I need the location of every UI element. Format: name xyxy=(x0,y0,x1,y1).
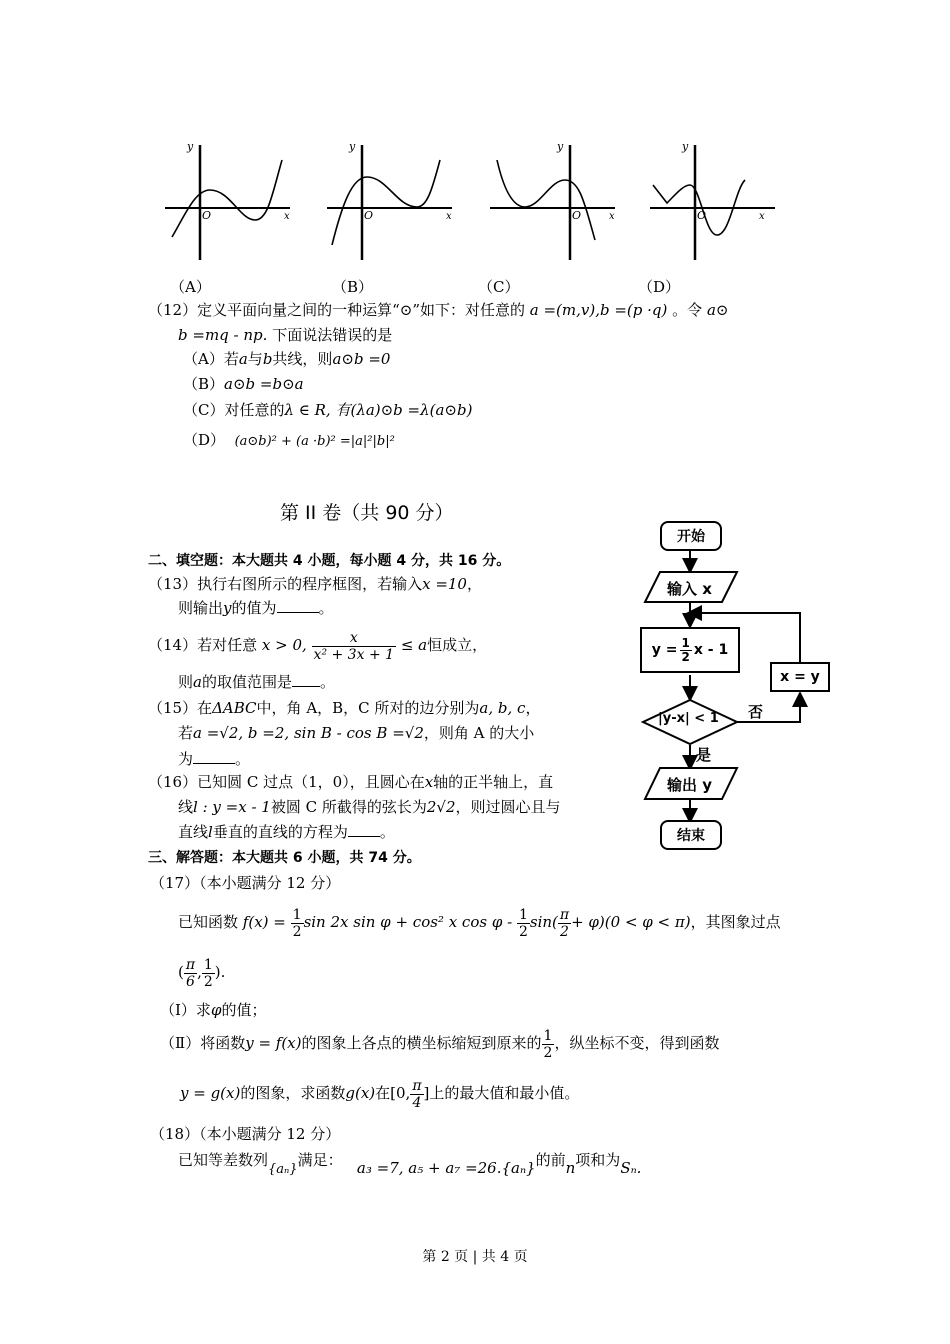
fraction-pi-half xyxy=(558,907,571,940)
q18-line1 xyxy=(178,1150,642,1177)
q18-text: 已知等差数列 xyxy=(178,1151,269,1169)
graph-d xyxy=(645,135,785,265)
numerator: π xyxy=(559,906,570,923)
page-footer: 第 2 页 | 共 4 页 xyxy=(422,1249,528,1265)
q17-line1 xyxy=(178,902,781,942)
update-node: x = y xyxy=(770,662,830,692)
numerator: 1 xyxy=(518,906,528,923)
yes-label: 是 xyxy=(696,746,712,764)
fraction-pi-six xyxy=(184,957,197,990)
q15-line2 xyxy=(178,723,534,743)
origin-label: O xyxy=(364,209,374,222)
option-text: （D） xyxy=(183,431,226,449)
q12-text: （12）定义平面向量之间的一种运算“⊙”如下：对任意的 xyxy=(148,301,525,319)
q14-line2 xyxy=(178,672,335,692)
q12-option-c xyxy=(183,400,472,420)
option-math: a⊙b =b⊙a xyxy=(224,375,304,393)
q13-line1 xyxy=(148,574,482,594)
origin-label: O xyxy=(572,209,582,222)
q13-math: x =10 xyxy=(422,575,467,593)
fraction-pi-four xyxy=(410,1078,423,1111)
q17-text: 在 xyxy=(375,1084,391,1102)
q17-sub2 xyxy=(160,1023,719,1063)
q15-line3 xyxy=(178,749,250,769)
q15-math: a, b, c xyxy=(479,699,526,717)
option-text: （B） xyxy=(183,375,225,393)
caption-c: （C） xyxy=(478,278,520,296)
q17-sub1 xyxy=(160,1000,266,1020)
assign-text: y = xyxy=(651,642,678,658)
q12-line1 xyxy=(148,300,728,320)
q12-option-a xyxy=(183,349,390,369)
q13-text: 则输出 xyxy=(178,599,224,617)
numerator: 1 xyxy=(292,906,302,923)
q16-text: 轴的正半轴上，直 xyxy=(433,773,554,791)
x-axis-label: x xyxy=(284,211,290,222)
q17-text: （Ⅱ）将函数 xyxy=(160,1034,246,1052)
option-text: （C）对任意的 xyxy=(183,401,285,419)
fraction-half xyxy=(291,907,304,940)
numerator: 1 xyxy=(543,1027,553,1044)
x-axis-label: x xyxy=(609,211,615,222)
q16-text: 直线 xyxy=(178,823,209,841)
option-math: (a⊙b)² + (a ·b)² =|a|²|b|² xyxy=(234,434,395,449)
q15-text: （15）在 xyxy=(148,699,213,717)
q16-math: l : y =x - 1 xyxy=(193,798,271,816)
q12-math: b =mq - np. xyxy=(178,326,268,344)
q16-math: l xyxy=(208,823,213,841)
q16-line1 xyxy=(148,772,553,792)
q17-sub2b xyxy=(180,1073,579,1113)
q17-text: 的图象上各点的横坐标缩短到原来的 xyxy=(301,1034,542,1052)
q18-math: n xyxy=(565,1159,576,1177)
q12-math: a =(m,v),b =(p ·q) xyxy=(529,301,668,319)
y-axis-label: y xyxy=(682,140,689,153)
q14-line1 xyxy=(148,626,487,664)
q16-math: 2√2 xyxy=(426,798,456,816)
denominator: 6 xyxy=(186,973,195,990)
q17-math: sin( xyxy=(529,913,558,931)
assign-node xyxy=(640,627,740,673)
q12-option-d xyxy=(183,430,395,452)
assign-text: x - 1 xyxy=(693,642,729,658)
q15-text: 。 xyxy=(235,750,251,768)
q17-math: ( xyxy=(178,963,184,981)
option-text: 共线，则 xyxy=(272,350,333,368)
q15-line1 xyxy=(148,698,540,718)
q15-text: 中，角 A，B，C 所对的边分别为 xyxy=(256,699,480,717)
q16-text: 被圆 C 所截得的弦长为 xyxy=(270,798,427,816)
q16-text: ，则过圆心且与 xyxy=(455,798,561,816)
q15-math: a =√2, b =2, sin B - cos B =√2 xyxy=(193,724,424,742)
no-label: 否 xyxy=(748,703,764,721)
q18-text: 满足： xyxy=(297,1151,343,1169)
origin-label: O xyxy=(697,209,707,222)
q12-text: 下面说法错误的是 xyxy=(272,326,393,344)
answer-blank[interactable] xyxy=(277,612,319,613)
q13-text: （13）执行右图所示的程序框图，若输入 xyxy=(148,575,423,593)
q17-text: 的图象，求函数 xyxy=(240,1084,346,1102)
q17-math: [0, xyxy=(390,1084,411,1102)
q18-text: 的前 xyxy=(535,1151,566,1169)
end-node: 结束 xyxy=(660,820,722,850)
y-axis-label: y xyxy=(349,140,356,153)
q13-text: 的值为 xyxy=(231,599,277,617)
q12-option-b xyxy=(183,374,304,394)
q18-math: {aₙ} xyxy=(268,1162,298,1177)
q13-text: 。 xyxy=(318,599,334,617)
caption-a: （A） xyxy=(170,278,211,296)
q14-math: ≤ a xyxy=(400,636,428,654)
q16-text: 垂直的直线的方程为 xyxy=(212,823,348,841)
option-math: a xyxy=(238,350,248,368)
fraction-half xyxy=(202,957,215,990)
option-text: 与 xyxy=(247,350,263,368)
q14-text: 的取值范围是 xyxy=(201,673,292,691)
answer-blank[interactable] xyxy=(193,763,235,764)
q17-math: ). xyxy=(214,963,226,981)
solve-heading: 三、解答题：本大题共 6 小题，共 74 分。 xyxy=(148,850,421,866)
q17-title: （17）（本小题满分 12 分） xyxy=(150,874,341,892)
fraction-half xyxy=(680,637,692,664)
q12-math: a⊙ xyxy=(706,301,729,319)
denominator: x² + 3x + 1 xyxy=(313,646,395,663)
q14-math: x > 0, xyxy=(261,636,307,654)
y-axis-label: y xyxy=(187,140,194,153)
answer-blank[interactable] xyxy=(292,686,320,687)
q17-text: （Ⅰ）求 xyxy=(160,1001,211,1019)
caption-d: （D） xyxy=(638,278,681,296)
graph-a xyxy=(160,135,300,265)
q17-text: 上的最大值和最小值。 xyxy=(429,1084,580,1102)
q17-math: φ xyxy=(210,1001,222,1019)
q17-math: ] xyxy=(423,1084,430,1102)
denominator: 2 xyxy=(203,973,213,990)
q15-text: 为 xyxy=(178,750,194,768)
q13-math: y xyxy=(223,599,232,617)
denominator: 2 xyxy=(292,923,302,940)
start-node: 开始 xyxy=(660,521,722,551)
q16-text: 。 xyxy=(379,823,395,841)
option-math: a⊙b =0 xyxy=(332,350,391,368)
denominator: 4 xyxy=(412,1094,422,1111)
graph-c xyxy=(485,135,625,265)
q14-text: （14）若对任意 xyxy=(148,636,258,654)
q15-text: ， xyxy=(525,699,541,717)
denominator: 2 xyxy=(543,1044,553,1061)
output-label: 输出 y xyxy=(667,776,713,794)
q17-math: y = f(x) xyxy=(245,1034,302,1052)
q13-text: ， xyxy=(466,575,482,593)
denominator: 2 xyxy=(518,923,528,940)
answer-blank[interactable] xyxy=(348,836,380,837)
q15-math: ΔABC xyxy=(212,699,257,717)
q15-text: 若 xyxy=(178,724,194,742)
q18-title: （18）（本小题满分 12 分） xyxy=(150,1125,341,1143)
denominator: 2 xyxy=(560,923,569,940)
q14-text: 则 xyxy=(178,673,194,691)
x-axis-label: x xyxy=(759,211,765,222)
fraction-half xyxy=(517,907,530,940)
q14-text: 恒成立， xyxy=(427,636,488,654)
q12-text: 。令 xyxy=(672,301,703,319)
q15-text: ，则角 A 的大小 xyxy=(423,724,535,742)
q17-text: ，其图象过点 xyxy=(690,913,781,931)
q17-math: sin 2x sin φ + cos² x cos φ - xyxy=(303,913,513,931)
q17-math: + φ)(0 < φ < π) xyxy=(571,913,691,931)
q12-line2 xyxy=(178,325,392,345)
fraction-half xyxy=(542,1028,555,1061)
q16-text: 线 xyxy=(178,798,194,816)
option-math: b xyxy=(262,350,273,368)
numerator: 1 xyxy=(203,956,213,973)
q18-math: a₃ =7, a₅ + a₇ =26.{aₙ} xyxy=(356,1159,536,1177)
numerator: x xyxy=(312,630,396,647)
graph-b xyxy=(322,135,462,265)
condition-label: |y-x| < 1 xyxy=(658,711,719,726)
section-title: 第 II 卷（共 90 分） xyxy=(280,502,454,524)
q16-text: （16）已知圆 C 过点（1，0），且圆心在 xyxy=(148,773,425,791)
numerator: π xyxy=(412,1077,422,1094)
fill-in-heading: 二、填空题：本大题共 4 小题，每小题 4 分，共 16 分。 xyxy=(148,553,511,569)
origin-label: O xyxy=(202,209,212,222)
input-label: 输入 x xyxy=(667,580,712,598)
q17-math: y = g(x) xyxy=(180,1084,241,1102)
q17-text: ，纵坐标不变，得到函数 xyxy=(554,1034,720,1052)
option-math: λ ∈ R, 有(λa)⊙b =λ(a⊙b) xyxy=(284,401,473,419)
y-axis-label: y xyxy=(557,140,564,153)
q16-math: x xyxy=(424,773,434,791)
q17-text: 的值； xyxy=(221,1001,267,1019)
q16-line2 xyxy=(178,797,561,817)
q18-text: 项和为 xyxy=(575,1151,621,1169)
q17-math: , xyxy=(197,963,202,981)
q16-line3 xyxy=(178,822,395,842)
q13-line2 xyxy=(178,598,334,618)
q18-math: Sₙ. xyxy=(620,1159,642,1177)
x-axis-label: x xyxy=(446,211,452,222)
option-text: （A）若 xyxy=(183,350,239,368)
q14-fraction xyxy=(312,630,396,663)
q17-point xyxy=(178,952,225,992)
q17-text: 已知函数 xyxy=(178,913,239,931)
numerator: 1 xyxy=(681,635,690,650)
q17-math: f(x) = xyxy=(242,913,286,931)
caption-b: （B） xyxy=(332,278,374,296)
q14-text: 。 xyxy=(319,673,335,691)
q17-math: g(x) xyxy=(345,1084,376,1102)
numerator: π xyxy=(185,956,196,973)
denominator: 2 xyxy=(681,649,690,664)
q14-math: a xyxy=(193,673,202,691)
